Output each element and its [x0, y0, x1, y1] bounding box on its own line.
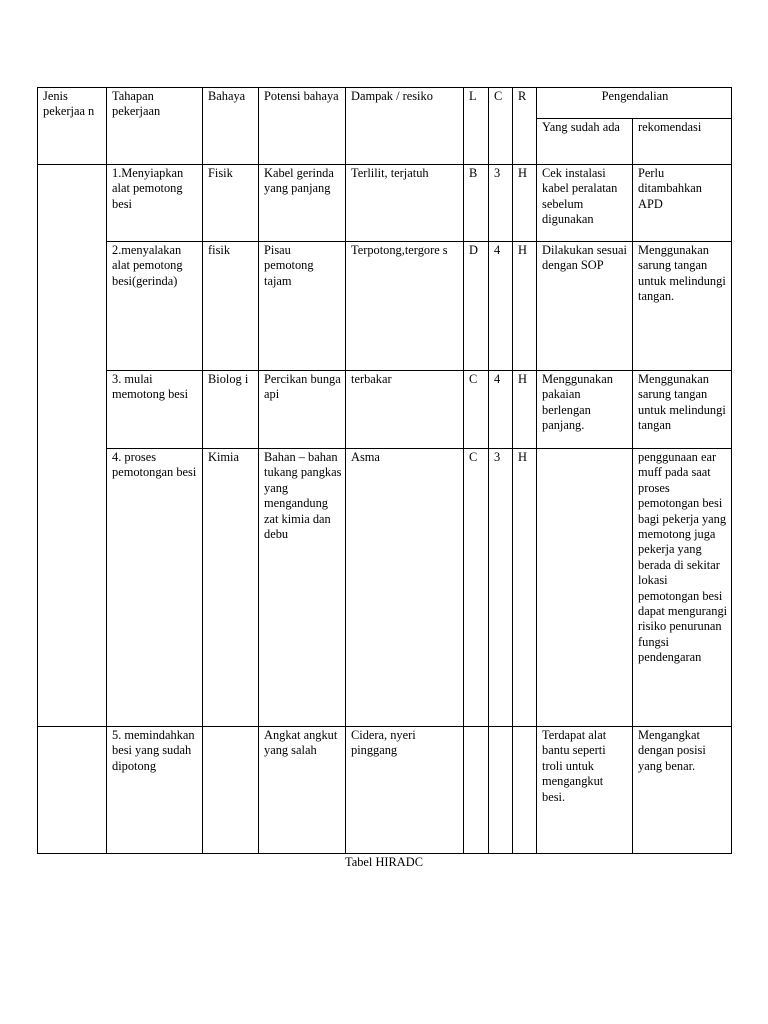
dampak-cell: Asma [346, 449, 464, 727]
header-tahapan-pekerjaan: Tahapan pekerjaan [107, 88, 203, 165]
rekomendasi-cell: penggunaan ear muff pada saat proses pemotongan besi bagi pekerja yang memotong juga pekerja yang berada di sekitar lokasi pemotongan besi dapat mengurangi risiko penurunan fungsi pendengaran [633, 449, 732, 727]
r-cell: H [513, 449, 537, 727]
rekomendasi-cell: Perlu ditambahkan APD [633, 165, 732, 242]
r-cell: H [513, 242, 537, 371]
potensi-cell: Kabel gerinda yang panjang [259, 165, 346, 242]
dampak-cell: Terpotong,tergore s [346, 242, 464, 371]
tahapan-cell: 4. proses pemotongan besi [107, 449, 203, 727]
l-cell [464, 727, 489, 854]
potensi-cell: Percikan bunga api [259, 371, 346, 449]
sudah-ada-cell: Cek instalasi kabel peralatan sebelum digunakan [537, 165, 633, 242]
bahaya-cell: Kimia [203, 449, 259, 727]
hiradc-table [37, 87, 732, 854]
rekomendasi-cell: Menggunakan sarung tangan untuk melindungi tangan. [633, 242, 732, 371]
header-pengendalian: Pengendalian [537, 88, 732, 119]
dampak-cell: terbakar [346, 371, 464, 449]
table-caption: Tabel HIRADC [345, 855, 423, 869]
bahaya-cell: Biolog i [203, 371, 259, 449]
header-yang-sudah-ada: Yang sudah ada [537, 119, 633, 165]
table-row [38, 371, 732, 449]
bahaya-cell: Fisik [203, 165, 259, 242]
l-cell: C [464, 371, 489, 449]
c-cell: 3 [489, 449, 513, 727]
potensi-cell: Bahan – bahan tukang pangkas yang mengandung zat kimia dan debu [259, 449, 346, 727]
header-c: C [489, 88, 513, 165]
jenis-pekerjaan-cell [38, 727, 107, 854]
r-cell: H [513, 371, 537, 449]
bahaya-cell: fisik [203, 242, 259, 371]
dampak-cell: Cidera, nyeri pinggang [346, 727, 464, 854]
table-row [38, 242, 732, 371]
sudah-ada-cell [537, 449, 633, 727]
table-row [38, 727, 732, 854]
header-dampak-resiko: Dampak / resiko [346, 88, 464, 165]
l-cell: B [464, 165, 489, 242]
c-cell [489, 727, 513, 854]
header-jenis-pekerjaan: Jenis pekerjaa n [38, 88, 107, 165]
tahapan-cell: 3. mulai memotong besi [107, 371, 203, 449]
rekomendasi-cell: Menggunakan sarung tangan untuk melindungi tangan [633, 371, 732, 449]
l-cell: C [464, 449, 489, 727]
potensi-cell: Pisau pemotong tajam [259, 242, 346, 371]
tahapan-cell: 5. memindahkan besi yang sudah dipotong [107, 727, 203, 854]
header-row [38, 88, 732, 119]
header-potensi-bahaya: Potensi bahaya [259, 88, 346, 165]
tahapan-cell: 2.menyalakan alat pemotong besi(gerinda) [107, 242, 203, 371]
header-r: R [513, 88, 537, 165]
table-row [38, 449, 732, 727]
c-cell: 4 [489, 242, 513, 371]
l-cell: D [464, 242, 489, 371]
table-row [38, 165, 732, 242]
potensi-cell: Angkat angkut yang salah [259, 727, 346, 854]
header-l: L [464, 88, 489, 165]
header-bahaya: Bahaya [203, 88, 259, 165]
r-cell [513, 727, 537, 854]
c-cell: 4 [489, 371, 513, 449]
bahaya-cell [203, 727, 259, 854]
header-rekomendasi: rekomendasi [633, 119, 732, 165]
sudah-ada-cell: Dilakukan sesuai dengan SOP [537, 242, 633, 371]
sudah-ada-cell: Menggunakan pakaian berlengan panjang. [537, 371, 633, 449]
dampak-cell: Terlilit, terjatuh [346, 165, 464, 242]
r-cell: H [513, 165, 537, 242]
tahapan-cell: 1.Menyiapkan alat pemotong besi [107, 165, 203, 242]
c-cell: 3 [489, 165, 513, 242]
jenis-pekerjaan-cell [38, 165, 107, 727]
rekomendasi-cell: Mengangkat dengan posisi yang benar. [633, 727, 732, 854]
sudah-ada-cell: Terdapat alat bantu seperti troli untuk mengangkut besi. [537, 727, 633, 854]
